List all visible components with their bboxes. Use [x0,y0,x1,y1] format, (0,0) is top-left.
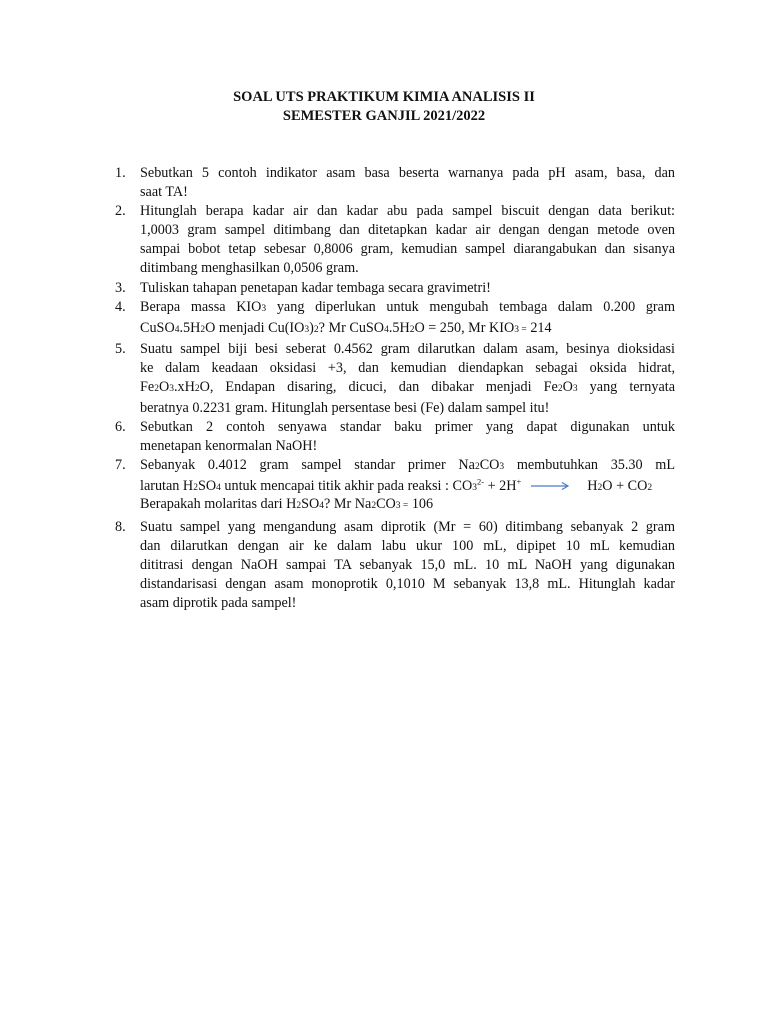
title-line-2: SEMESTER GANJIL 2021/2022 [282,108,486,124]
question-5 [115,340,676,418]
question-line: Fe2O3.xH2O, Endapan disaring, dicuci, dan dibakar menjadi Fe2O3 yang ternyata [140,379,676,396]
question-number: 3. [115,279,126,296]
title-line-1: SOAL UTS PRAKTIKUM KIMIA ANALISIS II [233,89,535,105]
question-line: dan dilarutkan dengan air ke dalam labu ukur 100 mL, dipipet 10 mL kemudian [140,537,675,554]
question-line: distandarisasi dengan asam monoprotik 0,1010 M sebanyak 13,8 mL. Hitunglah kadar [140,575,675,592]
question-line: ditimbang menghasilkan 0,0506 gram. [140,260,359,277]
question-line: ke dalam keadaan oksidasi +3, dan kemudian diendapkan sebagai oksida hidrat, [140,359,675,376]
question-number: 2. [115,203,126,220]
question-line: sampai bobot tetap sebesar 0,8006 gram, kemudian sampel diarangabukan dan sisanya [140,241,675,258]
question-7 [115,456,675,514]
question-line: Suatu sampel yang mengandung asam diprotik (Mr = 60) ditimbang sebanyak 2 gram [140,518,675,535]
question-4 [115,298,675,340]
question-line: saat TA! [140,184,188,201]
question-line: beratnya 0.2231 gram. Hitunglah persentase besi (Fe) dalam sampel itu! [140,400,550,417]
question-line: Berapa massa KIO3 yang diperlukan untuk mengubah tembaga dalam 0.200 gram [140,298,675,315]
question-line: Sebanyak 0.4012 gram sampel standar primer Na2CO3 membutuhkan 35.30 mL [140,457,675,474]
question-number: 5. [115,340,126,357]
question-number: 6. [115,419,126,436]
question-line: Sebutkan 5 contoh indikator asam basa beserta warnanya pada pH asam, basa, dan [140,165,675,181]
question-line: 1,0003 gram sampel ditimbang dan ditetapkan kadar air dengan dengan metode oven [140,222,675,239]
question-line: asam diprotik pada sampel! [140,594,297,611]
question-2 [115,202,675,278]
question-line: Hitunglah berapa kadar air dan kadar abu pada sampel biscuit dengan data berikut: [140,203,675,220]
question-list [115,164,676,613]
question-line: dititrasi dengan NaOH sampai TA sebanyak 15,0 mL. 10 mL NaOH yang digunakan [140,556,675,573]
question-line: Tuliskan tahapan penetapan kadar tembaga secara gravimetri! [140,279,491,296]
question-line: Sebutkan 2 contoh senyawa standar baku primer yang dapat digunakan untuk [140,419,675,436]
document-title [0,88,768,126]
question-3 [115,279,675,298]
question-number: 4. [115,298,126,315]
question-number: 8. [115,518,126,535]
question-6 [115,418,675,456]
question-1 [115,164,675,202]
question-line: larutan H2SO4 untuk mencapai titik akhir pada reaksi : $CO3^{2-} + 2H^+$ H2O + CO2 [140,475,653,494]
question-number: 1. [115,165,126,181]
question-line: Suatu sampel biji besi seberat 0.4562 gram dilarutkan dalam asam, besinya dioksidasi [140,340,675,357]
question-line: CuSO4.5H2O menjadi Cu(IO3)2? Mr CuSO4.5H2O = 250, Mr KIO3 = 214 [140,319,552,336]
right-arrow-icon [529,481,571,491]
question-line: menetapan kenormalan NaOH! [140,438,318,455]
question-8 [115,518,675,613]
question-number: 7. [115,457,126,474]
question-line: Berapakah molaritas dari H2SO4? Mr Na2CO3 = 106 [140,495,434,512]
